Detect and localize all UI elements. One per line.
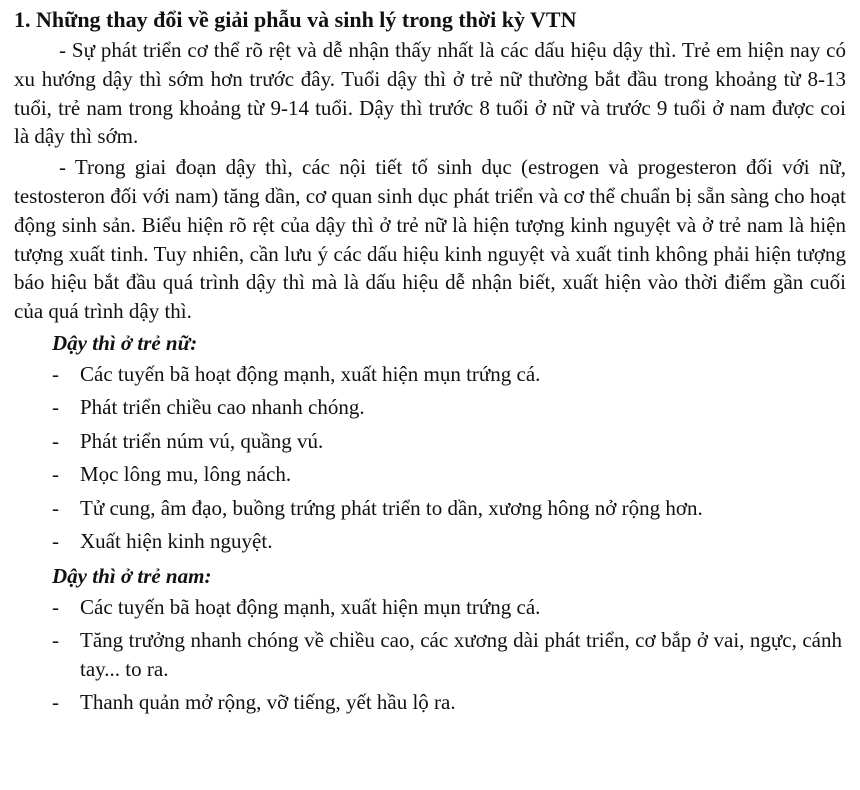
list-item-text: Phát triển chiều cao nhanh chóng. [80,395,365,420]
list-item [14,494,846,523]
list-item-text: Tử cung, âm đạo, buồng trứng phát triển to dần, xương hông nở rộng hơn. [80,495,703,520]
girls-subheading: Dậy thì ở trẻ nữ: [52,330,198,355]
dash-bullet: - [52,428,59,453]
list-item [14,527,846,556]
girls-list [14,360,846,556]
list-item [14,360,846,389]
list-item-text: Phát triển núm vú, quầng vú. [80,428,324,453]
boys-list [14,593,846,717]
list-item-text: Tăng trưởng nhanh chóng về chiều cao, các xương dài phát triển, cơ bắp ở vai, ngực, cánh tay... to ra. [80,628,842,681]
list-item-text: Thanh quản mở rộng, vỡ tiếng, yết hầu lộ ra. [80,690,456,715]
list-item [14,593,846,622]
dash-bullet: - [52,462,59,487]
list-item [14,626,846,683]
dash-bullet: - [52,594,59,619]
list-item-text: Các tuyến bã hoạt động mạnh, xuất hiện mụn trứng cá. [80,594,541,619]
list-item-text: Các tuyến bã hoạt động mạnh, xuất hiện mụn trứng cá. [80,361,541,386]
list-item [14,393,846,422]
list-item-text: Mọc lông mu, lông nách. [80,462,292,487]
list-item-text: Xuất hiện kinh nguyệt. [80,529,273,554]
list-item [14,688,846,717]
paragraph-puberty-signs: - Sự phát triển cơ thể rõ rệt và dễ nhận thấy nhất là các dấu hiệu dậy thì. Trẻ em hiện nay có xu hướng dậy thì sớm hơn trước đây. Tuổi dậy thì ở trẻ nữ thường bắt đầu trong khoảng từ 8-13 tuổi, trẻ nam trong khoảng từ 9-14 tuổi. Dậy thì trước 8 tuổi ở nữ và trước 9 tuổi ở nam được coi là dậy thì sớm. [14,38,846,149]
paragraph-hormones: - Trong giai đoạn dậy thì, các nội tiết tố sinh dục (estrogen và progesteron đối với nữ, testosteron đối với nam) tăng dần, cơ quan sinh dục phát triển và cơ thể chuẩn bị sẵn sàng cho hoạt động sinh sản. Biểu hiện rõ rệt của dậy thì ở trẻ nữ là hiện tượng kinh nguyệt và ở trẻ nam là hiện tượng xuất tinh. Tuy nhiên, cần lưu ý các dấu hiệu kinh nguyệt và xuất tinh không phải hiện tượng báo hiệu bắt đầu quá trình dậy thì mà là dấu hiệu dễ nhận biết, xuất hiện vào thời điểm gần cuối của quá trình dậy thì. [14,155,846,324]
list-item [14,427,846,456]
dash-bullet: - [52,395,59,420]
dash-bullet: - [52,529,59,554]
dash-bullet: - [52,495,59,520]
dash-bullet: - [52,361,59,386]
boys-subheading: Dậy thì ở trẻ nam: [52,563,212,588]
dash-bullet: - [52,628,59,653]
dash-bullet: - [52,690,59,715]
list-item [14,460,846,489]
section-heading: 1. Những thay đổi về giải phẫu và sinh lý trong thời kỳ VTN [14,7,577,32]
